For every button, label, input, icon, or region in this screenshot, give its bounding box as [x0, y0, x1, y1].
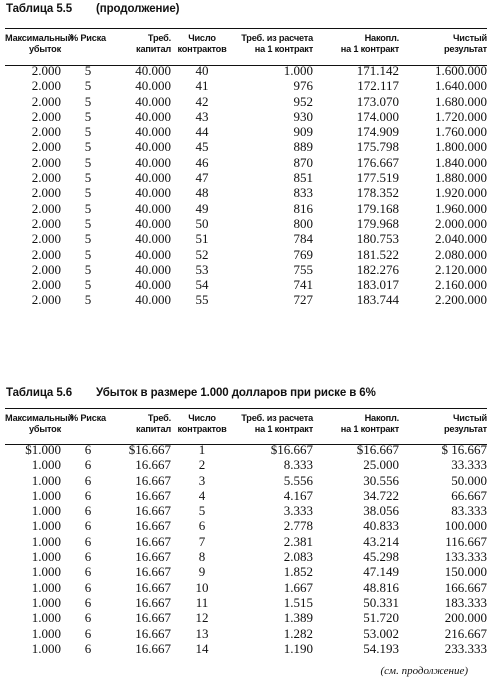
cell-risk-percent: 5: [84, 124, 92, 140]
table-row: [5, 549, 487, 564]
header-line: % Риска: [70, 33, 106, 43]
cell-required-capital: 40.000: [135, 215, 171, 231]
cell-contracts-count: 3: [198, 472, 206, 488]
cell-required-per-contract: 1.000: [283, 63, 313, 78]
cell-accumulated-per-contract: 34.722: [363, 487, 399, 503]
cell-required-capital: 40.000: [135, 139, 171, 155]
cell-required-capital: 40.000: [135, 63, 171, 78]
header-contracts-count: [171, 413, 233, 442]
cell-max-loss: 2.000: [31, 170, 61, 186]
header-risk-percent: [61, 413, 115, 442]
cell-net-result: 116.667: [445, 533, 487, 549]
cell-required-capital: 40.000: [135, 200, 171, 216]
cell-max-loss: 1.000: [31, 579, 61, 595]
cell-required-per-contract: 800: [293, 215, 313, 231]
cell-contracts-count: 9: [198, 564, 206, 580]
cell-required-capital: 16.667: [135, 564, 171, 580]
cell-contracts-count: 5: [198, 503, 206, 519]
cell-required-per-contract: 1.190: [283, 640, 313, 656]
cell-accumulated-per-contract: 54.193: [363, 640, 399, 656]
cell-required-per-contract: 870: [293, 154, 313, 170]
cell-required-capital: 16.667: [135, 579, 171, 595]
table-header: [5, 33, 487, 63]
cell-risk-percent: 5: [84, 261, 92, 277]
cell-max-loss: 2.000: [31, 139, 61, 155]
cell-accumulated-per-contract: 179.168: [356, 200, 399, 216]
cell-required-per-contract: $16.667: [270, 442, 313, 457]
cell-required-per-contract: 909: [293, 124, 313, 140]
cell-required-per-contract: 2.778: [283, 518, 313, 534]
header-line: Треб. из расчета: [241, 33, 313, 43]
cell-required-per-contract: 976: [293, 78, 313, 94]
header-row: [5, 413, 487, 442]
cell-contracts-count: 2: [198, 457, 206, 473]
cell-net-result: 2.120.000: [435, 261, 487, 277]
cell-risk-percent: 6: [84, 503, 92, 519]
cell-required-capital: 16.667: [135, 625, 171, 641]
cell-risk-percent: 5: [84, 231, 92, 247]
table-row: [5, 457, 487, 472]
cell-required-per-contract: 5.556: [283, 472, 313, 488]
cell-risk-percent: 5: [84, 200, 92, 216]
cell-required-capital: 16.667: [135, 594, 171, 610]
cell-required-capital: 16.667: [135, 518, 171, 534]
header-line: на 1 контракт: [254, 44, 313, 54]
header-line: убыток: [28, 44, 61, 54]
table-row: [5, 231, 487, 246]
cell-net-result: 200.000: [444, 610, 487, 626]
cell-contracts-count: 10: [195, 579, 209, 595]
cell-net-result: 216.667: [444, 625, 487, 641]
cell-max-loss: 2.000: [31, 231, 61, 247]
header-line: Чистый: [452, 33, 487, 43]
cell-max-loss: 2.000: [31, 78, 61, 94]
cell-net-result: 66.667: [451, 487, 487, 503]
table-row: [5, 109, 487, 124]
cell-required-capital: 40.000: [135, 154, 171, 170]
table-5-6-top-rule: [5, 408, 487, 409]
table-row: [5, 473, 487, 488]
cell-required-capital: 40.000: [135, 261, 171, 277]
cell-net-result: 1.960.000: [435, 200, 487, 216]
cell-risk-percent: 6: [84, 610, 92, 626]
cell-max-loss: 2.000: [31, 108, 61, 124]
header-line: капитал: [136, 424, 171, 434]
header-line: Треб.: [147, 413, 171, 423]
table-row: [5, 247, 487, 262]
cell-required-per-contract: 727: [293, 292, 313, 308]
table-row: [5, 503, 487, 518]
table-row: [5, 442, 487, 457]
cell-max-loss: 2.000: [31, 185, 61, 201]
cell-accumulated-per-contract: 48.816: [363, 579, 399, 595]
cell-required-per-contract: 833: [293, 185, 313, 201]
continued-note: (см. продолжение): [380, 665, 468, 677]
cell-accumulated-per-contract: 50.331: [363, 594, 399, 610]
cell-accumulated-per-contract: 183.017: [356, 277, 399, 293]
cell-risk-percent: 6: [84, 594, 92, 610]
cell-required-capital: 16.667: [135, 503, 171, 519]
cell-max-loss: 2.000: [31, 215, 61, 231]
header-line: капитал: [136, 44, 171, 54]
cell-accumulated-per-contract: 25.000: [363, 457, 399, 473]
cell-contracts-count: 14: [195, 640, 209, 656]
table-row: [5, 277, 487, 292]
cell-required-per-contract: 1.667: [283, 579, 313, 595]
header-line: Максимальный: [5, 33, 74, 43]
cell-contracts-count: 1: [198, 442, 206, 457]
header-line: контрактов: [177, 44, 227, 54]
cell-contracts-count: 43: [195, 108, 209, 124]
cell-net-result: 150.000: [444, 564, 487, 580]
header-line: Треб.: [147, 33, 171, 43]
cell-contracts-count: 4: [198, 487, 206, 503]
cell-accumulated-per-contract: 174.000: [356, 108, 399, 124]
header-line: Накопл.: [364, 413, 399, 423]
header-risk-percent: [61, 33, 115, 63]
cell-net-result: 1.920.000: [435, 185, 487, 201]
cell-risk-percent: 6: [84, 564, 92, 580]
cell-max-loss: 2.000: [31, 154, 61, 170]
header-row: [5, 33, 487, 63]
cell-accumulated-per-contract: 47.149: [363, 564, 399, 580]
cell-net-result: 1.600.000: [435, 63, 487, 78]
table-row: [5, 641, 487, 656]
cell-max-loss: 2.000: [31, 93, 61, 109]
cell-required-per-contract: 930: [293, 108, 313, 124]
cell-max-loss: 1.000: [31, 533, 61, 549]
cell-required-capital: 16.667: [135, 472, 171, 488]
cell-max-loss: 1.000: [31, 610, 61, 626]
cell-risk-percent: 6: [84, 518, 92, 534]
cell-contracts-count: 8: [198, 549, 206, 565]
header-line: Чистый: [452, 413, 487, 423]
cell-accumulated-per-contract: 177.519: [356, 170, 399, 186]
cell-required-capital: 16.667: [135, 457, 171, 473]
header-max-loss: [5, 33, 74, 63]
cell-net-result: 233.333: [444, 640, 487, 656]
cell-contracts-count: 48: [195, 185, 209, 201]
cell-contracts-count: 42: [195, 93, 209, 109]
cell-max-loss: 1.000: [31, 503, 61, 519]
cell-accumulated-per-contract: 172.117: [357, 78, 399, 94]
header-line: Максимальный: [5, 413, 74, 423]
cell-contracts-count: 51: [195, 231, 209, 247]
cell-max-loss: 2.000: [31, 261, 61, 277]
cell-required-capital: 16.667: [135, 549, 171, 565]
header-line: Число: [188, 413, 216, 423]
table-row: [5, 139, 487, 154]
cell-accumulated-per-contract: 183.744: [356, 292, 399, 308]
cell-net-result: 166.667: [444, 579, 487, 595]
cell-contracts-count: 45: [195, 139, 209, 155]
cell-risk-percent: 6: [84, 625, 92, 641]
cell-required-per-contract: 1.852: [283, 564, 313, 580]
header-line: убыток: [28, 424, 61, 434]
cell-max-loss: 2.000: [31, 200, 61, 216]
cell-net-result: 1.840.000: [435, 154, 487, 170]
cell-accumulated-per-contract: 175.798: [356, 139, 399, 155]
cell-net-result: 100.000: [444, 518, 487, 534]
header-contracts-count: [171, 33, 233, 63]
cell-contracts-count: 49: [195, 200, 209, 216]
cell-required-per-contract: 769: [293, 246, 313, 262]
cell-risk-percent: 5: [84, 108, 92, 124]
header-accumulated-per-contract: [313, 33, 399, 63]
cell-risk-percent: 5: [84, 292, 92, 308]
cell-required-capital: 40.000: [135, 93, 171, 109]
cell-net-result: 2.040.000: [435, 231, 487, 247]
cell-max-loss: 2.000: [31, 246, 61, 262]
cell-accumulated-per-contract: 174.909: [356, 124, 399, 140]
cell-required-per-contract: 2.083: [283, 549, 313, 565]
cell-net-result: 1.800.000: [435, 139, 487, 155]
cell-contracts-count: 44: [195, 124, 209, 140]
cell-risk-percent: 5: [84, 139, 92, 155]
cell-risk-percent: 5: [84, 154, 92, 170]
table-row: [5, 94, 487, 109]
cell-required-capital: 40.000: [135, 124, 171, 140]
cell-accumulated-per-contract: 173.070: [356, 93, 399, 109]
table-row: [5, 78, 487, 93]
cell-risk-percent: 6: [84, 549, 92, 565]
header-required-per-contract: [233, 413, 313, 442]
cell-required-per-contract: 4.167: [283, 487, 313, 503]
cell-required-capital: 40.000: [135, 170, 171, 186]
cell-required-capital: 16.667: [135, 640, 171, 656]
cell-required-per-contract: 8.333: [283, 457, 313, 473]
table-row: [5, 155, 487, 170]
cell-required-capital: 40.000: [135, 108, 171, 124]
cell-accumulated-per-contract: 40.833: [363, 518, 399, 534]
header-line: Число: [188, 33, 216, 43]
cell-contracts-count: 55: [195, 292, 209, 308]
header-required-capital: [115, 413, 171, 442]
cell-risk-percent: 6: [84, 472, 92, 488]
header-line: Накопл.: [364, 33, 399, 43]
cell-max-loss: 2.000: [31, 292, 61, 308]
header-net-result: [399, 33, 487, 63]
cell-risk-percent: 5: [84, 185, 92, 201]
cell-required-capital: 16.667: [135, 533, 171, 549]
cell-required-capital: 40.000: [135, 231, 171, 247]
cell-contracts-count: 52: [195, 246, 209, 262]
cell-accumulated-per-contract: 53.002: [363, 625, 399, 641]
cell-accumulated-per-contract: 38.056: [363, 503, 399, 519]
table-row: [5, 518, 487, 533]
table-5-6: [5, 413, 487, 656]
cell-required-per-contract: 1.389: [283, 610, 313, 626]
table-row: [5, 63, 487, 78]
cell-accumulated-per-contract: 171.142: [356, 63, 399, 78]
table-row: [5, 488, 487, 503]
cell-risk-percent: 6: [84, 533, 92, 549]
table-row: [5, 564, 487, 579]
table-5-5-caption: [6, 3, 179, 15]
cell-required-per-contract: 851: [293, 170, 313, 186]
table-row: [5, 170, 487, 185]
cell-risk-percent: 6: [84, 579, 92, 595]
cell-net-result: 1.680.000: [435, 93, 487, 109]
cell-max-loss: 1.000: [31, 472, 61, 488]
cell-net-result: 133.333: [444, 549, 487, 565]
cell-max-loss: 1.000: [31, 487, 61, 503]
header-required-capital: [115, 33, 171, 63]
cell-required-per-contract: 1.515: [283, 594, 313, 610]
cell-accumulated-per-contract: 51.720: [363, 610, 399, 626]
cell-risk-percent: 6: [84, 442, 92, 457]
cell-accumulated-per-contract: 180.753: [356, 231, 399, 247]
cell-accumulated-per-contract: 178.352: [356, 185, 399, 201]
cell-net-result: 183.333: [444, 594, 487, 610]
header-net-result: [399, 413, 487, 442]
table-row: [5, 292, 487, 307]
header-accumulated-per-contract: [313, 413, 399, 442]
table-row: [5, 185, 487, 200]
cell-net-result: 1.640.000: [435, 78, 487, 94]
table-row: [5, 201, 487, 216]
cell-risk-percent: 6: [84, 640, 92, 656]
cell-required-capital: 40.000: [135, 292, 171, 308]
cell-required-capital: $16.667: [128, 442, 171, 457]
cell-contracts-count: 6: [198, 518, 206, 534]
table-row: [5, 534, 487, 549]
cell-risk-percent: 6: [84, 457, 92, 473]
cell-net-result: 83.333: [451, 503, 487, 519]
cell-contracts-count: 50: [195, 215, 209, 231]
table-number: Таблица 5.5: [6, 3, 73, 15]
cell-max-loss: $1.000: [25, 442, 61, 457]
cell-accumulated-per-contract: 182.276: [356, 261, 399, 277]
header-line: на 1 контракт: [254, 424, 313, 434]
cell-risk-percent: 5: [84, 93, 92, 109]
cell-contracts-count: 11: [195, 594, 209, 610]
header-line: контрактов: [177, 424, 227, 434]
header-line: Треб. из расчета: [241, 413, 313, 423]
cell-accumulated-per-contract: 181.522: [356, 246, 399, 262]
cell-required-per-contract: 816: [293, 200, 313, 216]
cell-contracts-count: 47: [195, 170, 209, 186]
cell-accumulated-per-contract: 176.667: [356, 154, 399, 170]
cell-accumulated-per-contract: 45.298: [363, 549, 399, 565]
table-row: [5, 216, 487, 231]
table-row: [5, 626, 487, 641]
cell-risk-percent: 5: [84, 246, 92, 262]
cell-net-result: $ 16.667: [441, 442, 487, 457]
cell-contracts-count: 54: [195, 277, 209, 293]
cell-net-result: 2.160.000: [435, 277, 487, 293]
cell-required-per-contract: 2.381: [283, 533, 313, 549]
cell-net-result: 33.333: [451, 457, 487, 473]
table-5-6-caption: [6, 387, 376, 399]
cell-net-result: 1.880.000: [435, 170, 487, 186]
cell-max-loss: 2.000: [31, 124, 61, 140]
cell-required-capital: 40.000: [135, 246, 171, 262]
table-5-5-top-rule: [5, 28, 487, 29]
cell-max-loss: 1.000: [31, 640, 61, 656]
cell-max-loss: 1.000: [31, 594, 61, 610]
cell-required-per-contract: 741: [293, 277, 313, 293]
table-number: Таблица 5.6: [6, 387, 73, 399]
table-5-5: [5, 33, 487, 308]
cell-net-result: 1.720.000: [435, 108, 487, 124]
cell-risk-percent: 5: [84, 78, 92, 94]
cell-required-per-contract: 952: [293, 93, 313, 109]
table-title: Убыток в размере 1.000 долларов при риске в 6%: [96, 387, 376, 399]
cell-max-loss: 1.000: [31, 549, 61, 565]
cell-net-result: 50.000: [451, 472, 487, 488]
table-row: [5, 595, 487, 610]
cell-contracts-count: 12: [195, 610, 209, 626]
table-header: [5, 413, 487, 442]
cell-risk-percent: 5: [84, 277, 92, 293]
cell-required-capital: 40.000: [135, 78, 171, 94]
header-line: % Риска: [70, 413, 106, 423]
cell-accumulated-per-contract: 43.214: [363, 533, 399, 549]
cell-contracts-count: 13: [195, 625, 209, 641]
cell-required-per-contract: 784: [293, 231, 313, 247]
table-row: [5, 580, 487, 595]
cell-required-capital: 16.667: [135, 610, 171, 626]
header-line: результат: [443, 424, 487, 434]
cell-contracts-count: 46: [195, 154, 209, 170]
table-row: [5, 610, 487, 625]
cell-accumulated-per-contract: $16.667: [356, 442, 399, 457]
cell-net-result: 1.760.000: [435, 124, 487, 140]
table-row: [5, 262, 487, 277]
header-max-loss: [5, 413, 74, 442]
cell-max-loss: 1.000: [31, 457, 61, 473]
cell-risk-percent: 6: [84, 487, 92, 503]
table-row: [5, 124, 487, 139]
cell-contracts-count: 7: [198, 533, 206, 549]
table-body: [5, 63, 487, 308]
cell-contracts-count: 41: [195, 78, 209, 94]
cell-net-result: 2.000.000: [435, 215, 487, 231]
cell-required-capital: 40.000: [135, 185, 171, 201]
cell-required-capital: 16.667: [135, 487, 171, 503]
cell-risk-percent: 5: [84, 215, 92, 231]
cell-risk-percent: 5: [84, 63, 92, 78]
cell-max-loss: 2.000: [31, 277, 61, 293]
cell-net-result: 2.080.000: [435, 246, 487, 262]
cell-max-loss: 1.000: [31, 625, 61, 641]
cell-contracts-count: 53: [195, 261, 209, 277]
cell-max-loss: 1.000: [31, 518, 61, 534]
table-body: [5, 442, 487, 656]
header-required-per-contract: [233, 33, 313, 63]
cell-max-loss: 1.000: [31, 564, 61, 580]
cell-required-per-contract: 889: [293, 139, 313, 155]
header-line: на 1 контракт: [340, 44, 399, 54]
cell-max-loss: 2.000: [31, 63, 61, 78]
cell-net-result: 2.200.000: [435, 292, 487, 308]
cell-required-capital: 40.000: [135, 277, 171, 293]
header-line: результат: [443, 44, 487, 54]
cell-risk-percent: 5: [84, 170, 92, 186]
cell-required-per-contract: 3.333: [283, 503, 313, 519]
cell-required-per-contract: 755: [293, 261, 313, 277]
cell-accumulated-per-contract: 179.968: [356, 215, 399, 231]
header-line: на 1 контракт: [340, 424, 399, 434]
table-title: (продолжение): [96, 3, 180, 15]
cell-required-per-contract: 1.282: [283, 625, 313, 641]
cell-contracts-count: 40: [195, 63, 209, 78]
cell-accumulated-per-contract: 30.556: [363, 472, 399, 488]
